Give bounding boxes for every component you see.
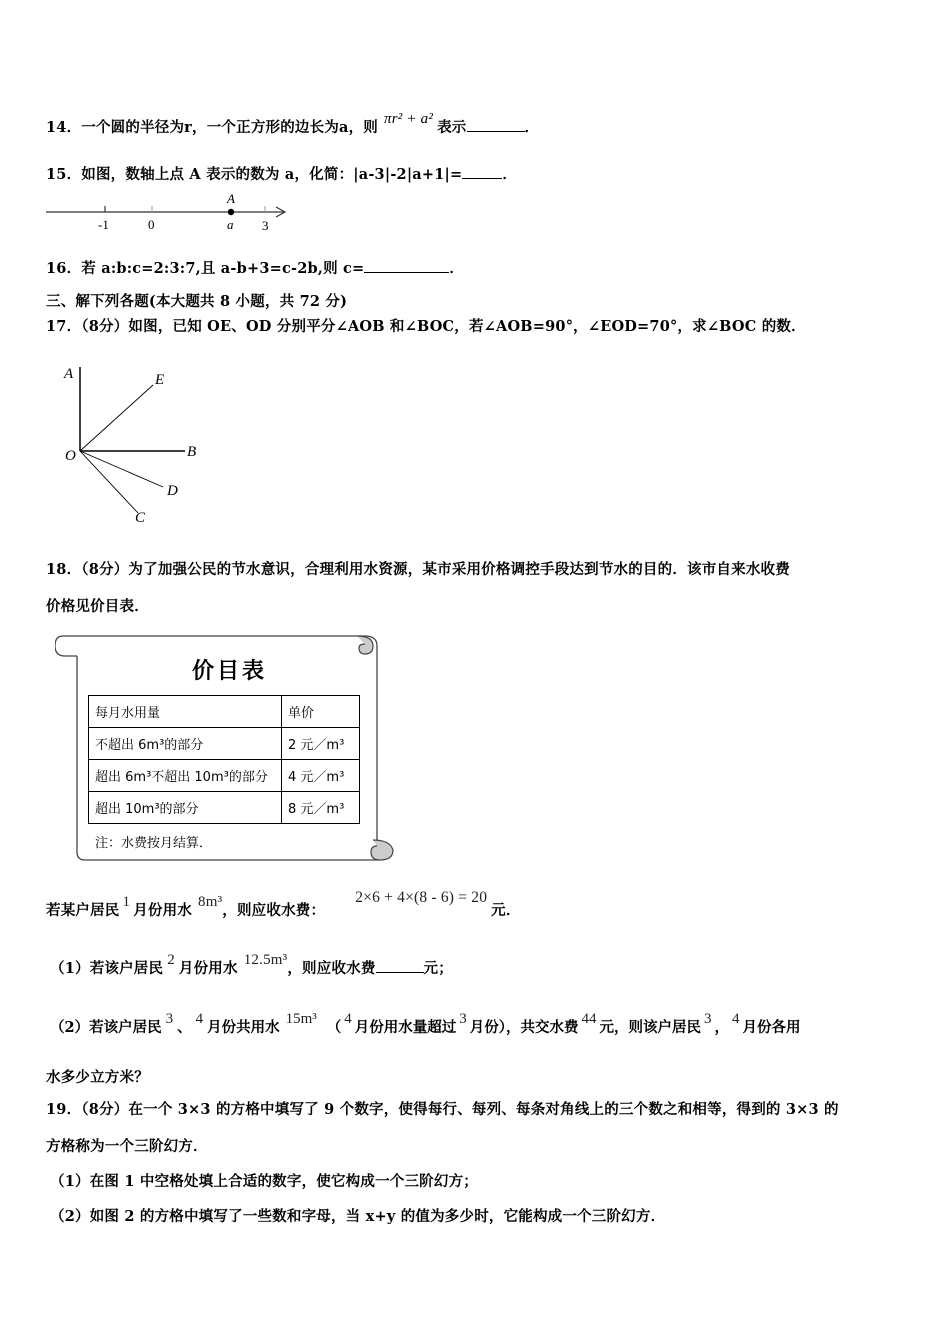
q14-answer-blank[interactable]	[467, 119, 525, 132]
label-O: O	[65, 448, 76, 464]
header-usage: 每月水用量	[89, 696, 282, 728]
part2-text-6: 元，则该户居民	[599, 1019, 702, 1036]
table-row	[89, 760, 360, 792]
q16-answer-blank[interactable]	[364, 260, 449, 273]
part2-text-1: （2）若该户居民	[50, 1019, 162, 1036]
part2-month-4b: 4	[344, 1011, 352, 1027]
point-label-a: a	[227, 217, 234, 232]
q18-part2-line2: 水多少立方米？	[46, 1069, 149, 1086]
example-text-4: 元．	[491, 902, 521, 919]
q18-part1	[50, 952, 453, 978]
q18-part2	[50, 1011, 801, 1037]
tick-label-0: 0	[148, 217, 155, 232]
question-19-part1: （1）在图 1 中空格处填上合适的数字，使它构成一个三阶幻方；	[50, 1173, 478, 1190]
row2-price: 4 元／m³	[282, 760, 360, 792]
question-18-line2: 价格见价目表．	[46, 598, 149, 615]
label-D: D	[167, 483, 178, 499]
label-A: A	[64, 366, 74, 382]
example-text-3: ，则应收水费：	[222, 902, 326, 919]
part1-answer-blank[interactable]	[376, 960, 424, 973]
question-14	[46, 111, 540, 137]
question-18-line1: 18．（8分）为了加强公民的节水意识，合理利用水资源，某市采用价格调控手段达到节水的目的．该市自来水收费	[46, 561, 790, 578]
label-E: E	[155, 372, 165, 388]
part2-month-3b: 3	[459, 1011, 467, 1027]
part2-fee: 44	[581, 1011, 597, 1027]
part1-text-3: ，则应收水费	[287, 960, 376, 977]
q14-text-after: 表示	[437, 119, 467, 136]
question-17: 17．（8分）如图，已知 OE、OD 分别平分∠AOB 和∠BOC，若∠AOB=90°，∠EOD=70°，求∠BOC 的数．	[46, 318, 806, 335]
q18-example	[46, 889, 521, 920]
example-month: 1	[122, 894, 131, 910]
part2-text-7: 月份各用	[742, 1019, 801, 1036]
part2-sep: 、	[177, 1019, 192, 1036]
angle-figure	[55, 355, 215, 530]
q16-text: 16．若 a:b:c=2:3:7,且 a-b+3=c-2b,则 c=	[46, 260, 365, 277]
part1-text-2: 月份用水	[178, 960, 238, 977]
part2-sep2: ，	[714, 1019, 730, 1036]
example-formula: 2×6 + 4×(8 - 6) = 20	[355, 889, 488, 906]
q14-expression: πr² + a²	[384, 111, 434, 127]
example-text-2: 月份用水	[133, 902, 193, 919]
tick-label-neg1: -1	[98, 217, 109, 232]
tick-label-3: 3	[262, 218, 269, 233]
question-15	[46, 163, 517, 184]
header-unit-price: 单价	[282, 696, 360, 728]
part2-text-2: 月份共用水	[207, 1019, 280, 1036]
table-row	[89, 728, 360, 760]
part2-text-4: 月份用水量超过	[354, 1019, 457, 1036]
part2-month-4: 4	[195, 1011, 204, 1027]
question-19-line2: 方格称为一个三阶幻方．	[46, 1138, 208, 1155]
q14-text: 14．一个圆的半径为r，一个正方形的边长为a，则	[46, 119, 379, 136]
example-text-1: 若某户居民	[46, 902, 120, 919]
table-row	[89, 792, 360, 824]
part2-text-5: 月份），共交水费	[469, 1019, 579, 1036]
part1-month: 2	[167, 952, 175, 968]
q16-period: ．	[449, 260, 465, 277]
label-B: B	[187, 444, 197, 460]
q15-period: ．	[502, 166, 518, 183]
number-line-figure	[44, 190, 294, 236]
point-label-A: A	[227, 191, 235, 206]
part2-month-3: 3	[165, 1011, 174, 1027]
part2-usage: 15m³	[285, 1011, 317, 1027]
section-heading: 三、解下列各题(本大题共 8 小题，共 72 分)	[46, 293, 348, 310]
part1-usage: 12.5m³	[243, 952, 288, 968]
part2-month-4c: 4	[732, 1011, 740, 1027]
question-19-line1: 19．（8分）在一个 3×3 的方格中填写了 9 个数字，使得每行、每列、每条对角线上的三个数之和相等，得到的 3×3 的	[46, 1101, 839, 1118]
q14-period: ．	[524, 119, 540, 136]
row1-usage: 不超出 6m³的部分	[89, 728, 282, 760]
part1-text-1: （1）若该户居民	[50, 960, 164, 977]
price-table-header-row	[89, 696, 360, 728]
row3-price: 8 元／m³	[282, 792, 360, 824]
row3-usage: 超出 10m³的部分	[89, 792, 282, 824]
part2-text-3: （	[326, 1019, 342, 1036]
label-C: C	[135, 510, 146, 526]
price-table	[88, 695, 360, 824]
q15-text: 15．如图，数轴上点 A 表示的数为 a，化简：|a-3|-2|a+1|=	[46, 166, 463, 183]
part1-text-4: 元；	[423, 960, 453, 977]
part2-month-3c: 3	[704, 1011, 712, 1027]
q15-answer-blank[interactable]	[462, 166, 502, 179]
price-table-note: 注：水费按月结算．	[95, 836, 213, 851]
question-16	[46, 257, 464, 278]
row2-usage: 超出 6m³不超出 10m³的部分	[89, 760, 282, 792]
example-usage: 8m³	[198, 894, 223, 910]
question-19-part2: （2）如图 2 的方格中填写了一些数和字母，当 x+y 的值为多少时，它能构成一个三阶幻方．	[50, 1208, 666, 1225]
row1-price: 2 元／m³	[282, 728, 360, 760]
price-table-title: 价目表	[192, 659, 268, 684]
